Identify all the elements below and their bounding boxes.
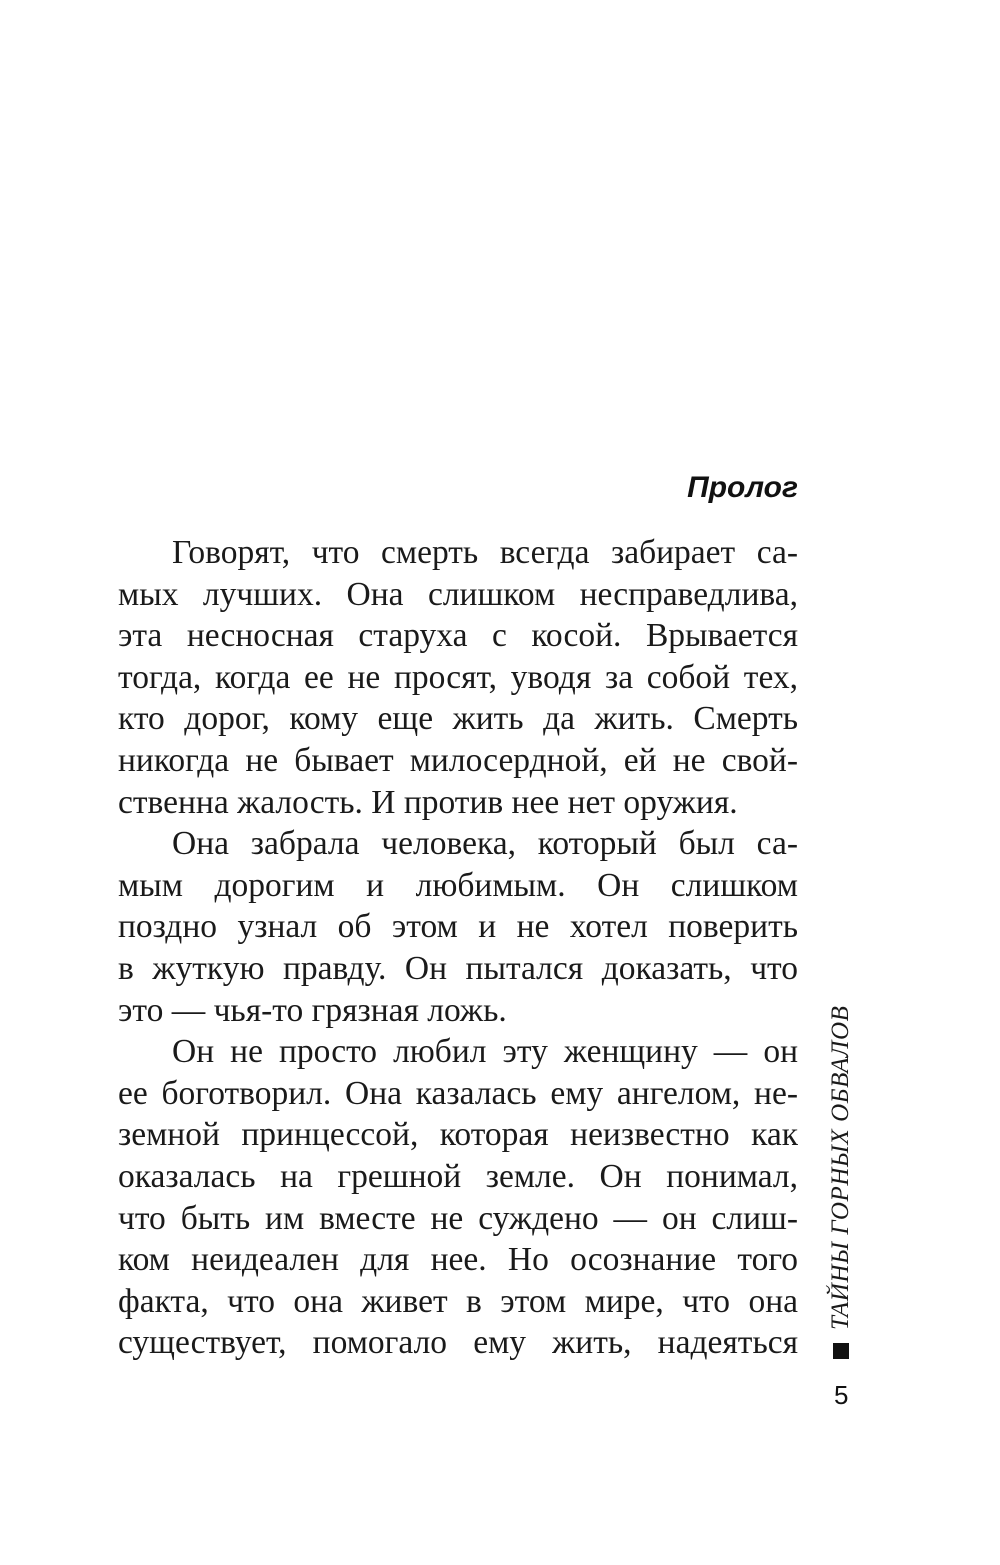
square-bullet-icon — [833, 1343, 849, 1359]
text-line: существует, помогало ему жить, надеяться — [118, 1324, 798, 1362]
body-text — [118, 532, 798, 1364]
chapter-title: Пролог — [687, 471, 798, 504]
text-line: ее боготворил. Она казалась ему ангелом, не- — [118, 1074, 798, 1112]
page-number: 5 — [834, 1380, 849, 1410]
running-head-title: ТАЙНЫ ГОРНЫХ ОБВАЛОВ — [827, 1005, 854, 1330]
text-line: Она забрала человека, который был са- — [172, 825, 798, 863]
text-line: поздно узнал об этом и не хотел поверить — [118, 908, 798, 946]
text-line: Он не просто любил эту женщину — он — [172, 1033, 798, 1071]
text-line: факта, что она живет в этом мире, что она — [118, 1282, 798, 1320]
text-line: ком неидеален для нее. Но осознание того — [118, 1241, 798, 1279]
text-line: мых лучших. Она слишком несправедлива, — [118, 575, 798, 613]
text-line: Говорят, что смерть всегда забирает са- — [172, 534, 798, 571]
text-line: мым дорогим и любимым. Он слишком — [118, 866, 798, 904]
text-line: кто дорог, кому еще жить да жить. Смерть — [118, 700, 798, 738]
text-line: эта несносная старуха с косой. Врывается — [118, 617, 798, 655]
running-head — [822, 975, 862, 1355]
text-line: тогда, когда ее не просят, уводя за собой тех, — [118, 658, 798, 696]
text-line: никогда не бывает милосердной, ей не свой- — [118, 741, 798, 779]
text-line: это — чья-то грязная ложь. — [118, 991, 507, 1029]
text-line: в жуткую правду. Он пытался доказать, что — [118, 949, 798, 987]
text-line: оказалась на грешной земле. Он понимал, — [118, 1157, 798, 1195]
text-line: ственна жалость. И против нее нет оружия. — [118, 783, 738, 821]
text-line: земной принцессой, которая неизвестно как — [118, 1116, 798, 1154]
text-line: что быть им вместе не суждено — он слиш- — [118, 1199, 798, 1237]
